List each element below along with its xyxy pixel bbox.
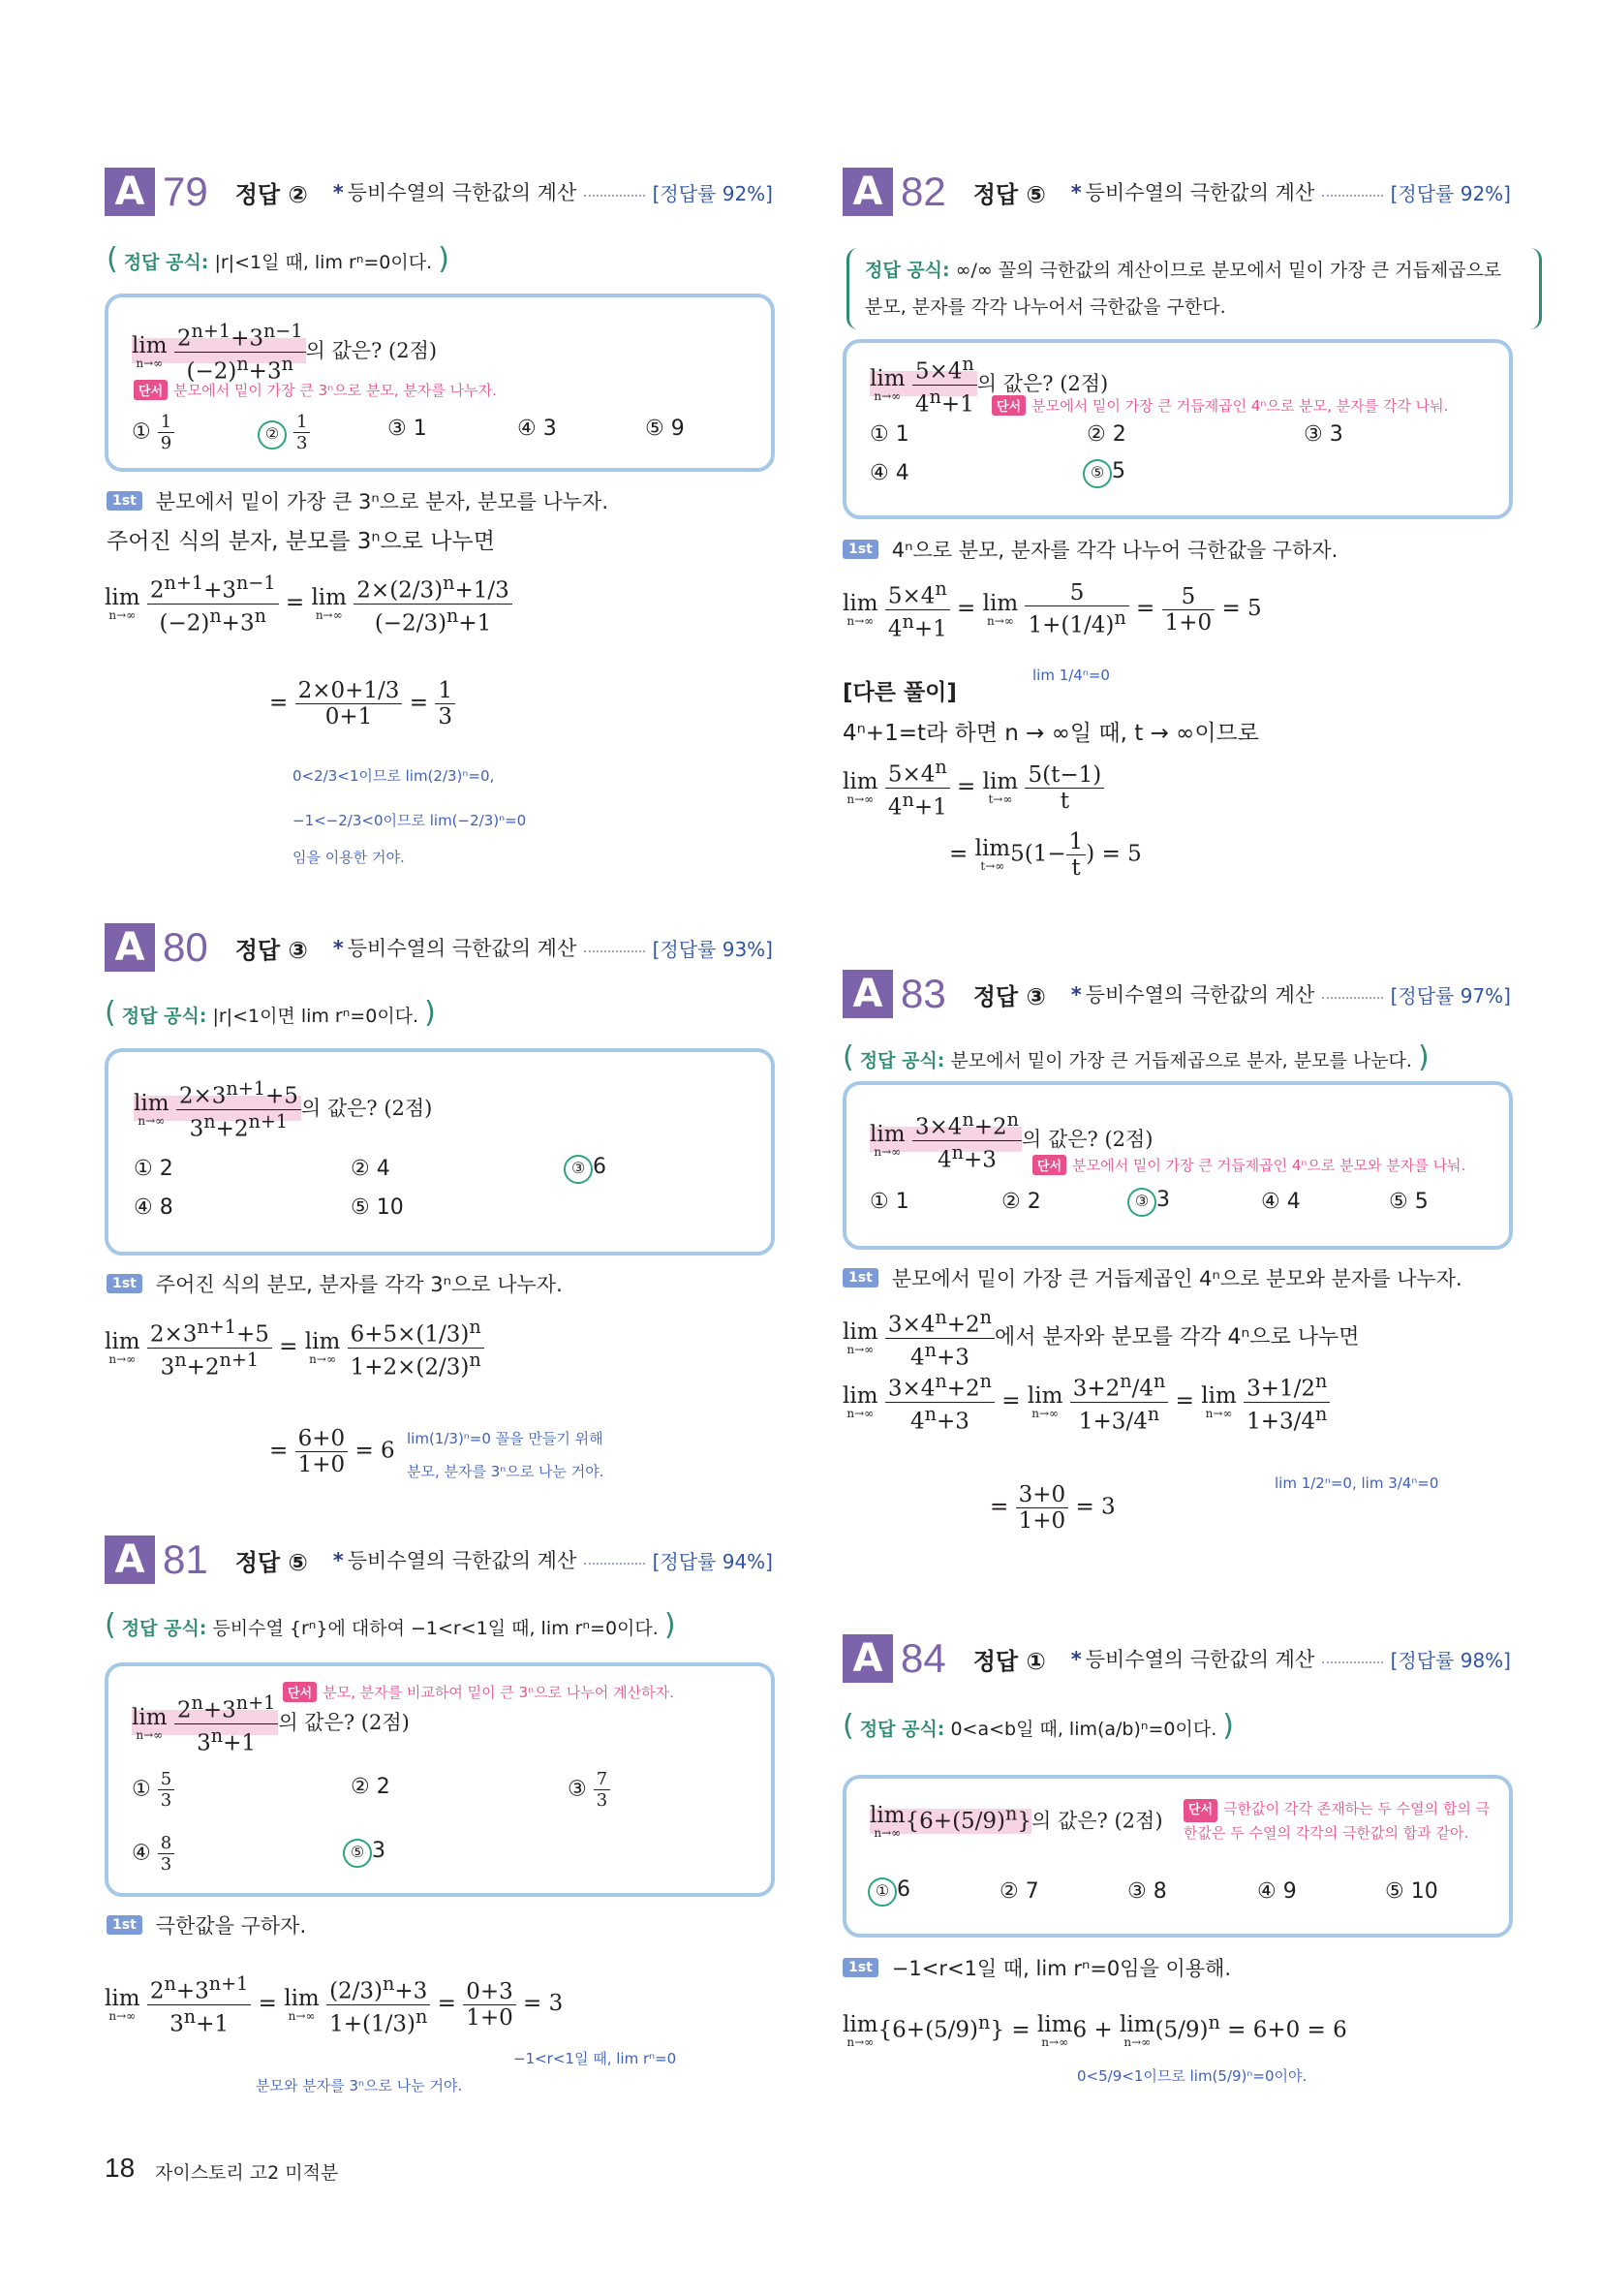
- problem-number: 80: [163, 924, 208, 970]
- option-4[interactable]: ④ 9: [1257, 1879, 1297, 1904]
- a-badge: A: [105, 168, 155, 216]
- note-84-1: 0<5/9<1이므로 lim(5/9)ⁿ=0이야.: [1077, 2067, 1308, 2085]
- dotted-leader: [584, 1562, 644, 1565]
- formula-83: ( 정답 공식: 분모에서 밑이 가장 큰 거듭제곱으로 분자, 분모를 나눈다. ): [843, 1040, 1430, 1074]
- problem-number: 81: [163, 1536, 208, 1582]
- formula-82: 정답 공식: ∞/∞ 꼴의 극한값의 계산이므로 분모에서 밑이 가장 큰 거듭제곱으로 분모, 분자를 각각 나누어서 극한값을 구한다.: [846, 248, 1542, 329]
- correct-rate: [정답률 92%]: [652, 181, 773, 205]
- step-81: 1st 극한값을 구하자.: [107, 1910, 306, 1939]
- topic: * 등비수열의 극한값의 계산: [332, 181, 577, 204]
- check-circle-icon: ⑤: [1083, 459, 1112, 488]
- hint-83: 단서 분모에서 밑이 가장 큰 거듭제곱인 4ⁿ으로 분모와 분자를 나눠.: [1032, 1155, 1465, 1175]
- hint-84: 단서 극한값이 각각 존재하는 두 수열의 합의 극한값은 두 수열의 각각의 극한값의 합과 같아.: [1184, 1800, 1491, 1842]
- option-1[interactable]: ① 1: [870, 422, 909, 447]
- question-expr-81: lim n→∞ $\frac{2^n+3^{n+1}}{3^n+1}$ 의 값은? (2점): [132, 1691, 410, 1756]
- a-badge: A: [105, 923, 155, 972]
- question-expr-83: lim n→∞ $\frac{3\times 4^n+2^n}{4^n+3}$ 의 값은? (2점): [870, 1108, 1154, 1173]
- note-80-1: lim(1/3)ⁿ=0 꼴을 만들기 위해: [407, 1430, 603, 1447]
- a-badge: A: [105, 1536, 155, 1584]
- correct-rate: [정답률 92%]: [1390, 181, 1511, 205]
- solution-80-a: lim n→∞ $\frac{2\times 3^{n+1}+5}{3^n+2^{n+1}}$ = lim n→∞ $\frac{6+5\times(1/3)^n}{1+2\times(2/3)^n}$: [105, 1316, 484, 1380]
- dotted-leader: [1322, 194, 1382, 197]
- alt-line-82: 4ⁿ+1=t라 하면 n → ∞일 때, t → ∞이므로: [843, 721, 1259, 746]
- correct-rate: [정답률 97%]: [1390, 983, 1511, 1008]
- note-79-3: 임을 이용한 거야.: [292, 849, 405, 866]
- answer: 정답 ⑤: [972, 180, 1046, 208]
- a-badge: A: [843, 1634, 893, 1683]
- note-79-2: −1<−2/3<0이므로 lim(−2/3)ⁿ=0: [292, 812, 527, 829]
- correct-rate: [정답률 94%]: [652, 1549, 773, 1573]
- note-82-1: lim 1/4ⁿ=0: [1032, 667, 1110, 684]
- alt-title-82: [다른 풀이]: [843, 680, 957, 705]
- check-circle-icon: ③: [1127, 1188, 1156, 1217]
- option-3[interactable]: ③ 3: [1304, 422, 1343, 447]
- dotted-leader: [584, 194, 644, 197]
- solution-82-a: lim n→∞ $\frac{5\times 4^n}{4^n+1}$ = lim n→∞ $\frac{5}{1+(1/4)^n}$ = $\frac{5}{1+0}$ = 5: [843, 577, 1262, 642]
- note-83-1: lim 1/2ⁿ=0, lim 3/4ⁿ=0: [1275, 1474, 1439, 1492]
- question-expr-84: lim n→∞ $\{6+(5/9)^n\}$의 값은? (2점): [870, 1802, 1163, 1841]
- note-81-2: 분모와 분자를 3ⁿ으로 나눈 거야.: [256, 2077, 463, 2094]
- topic: * 등비수열의 극한값의 계산: [332, 937, 577, 960]
- option-5[interactable]: ⑤ 10: [351, 1195, 404, 1220]
- topic: * 등비수열의 극한값의 계산: [1070, 983, 1315, 1007]
- solution-83-a: lim n→∞ $\frac{3\times 4^n+2^n}{4^n+3}$ 에서 분자와 분모를 각각 4ⁿ으로 나누면: [843, 1306, 1360, 1371]
- question-expr-82: lim n→∞ $\frac{5\times 4^n}{4^n+1}$ 의 값은? (2점): [870, 353, 1109, 418]
- option-5-correct[interactable]: ⑤ 5: [1083, 459, 1125, 488]
- dotted-leader: [1322, 996, 1382, 999]
- option-3[interactable]: ③ $\frac{7}{3}$: [568, 1769, 610, 1811]
- topic: * 등비수열의 극한값의 계산: [1070, 1648, 1315, 1671]
- hint-81: 단서 분모, 분자를 비교하여 밑이 큰 3ⁿ으로 나누어 계산하자.: [283, 1682, 674, 1702]
- solution-79-a: lim n→∞ $\frac{2^{n+1}+3^{n-1}}{(-2)^n+3^n}$ = lim n→∞ $\frac{2\times(2/3)^n+1/3}{(-2/3)^n+1}$: [105, 572, 512, 636]
- problem-79-header: [105, 167, 773, 217]
- dotted-leader: [1322, 1660, 1382, 1663]
- option-5-correct[interactable]: ⑤ 3: [343, 1839, 385, 1868]
- formula-79: ( 정답 공식: |r|<1일 때, lim rⁿ=0이다. ): [107, 242, 449, 276]
- option-3[interactable]: ③ 8: [1127, 1879, 1167, 1904]
- answer: 정답 ③: [972, 982, 1046, 1010]
- solution-82-c: = lim t→∞ 5(1− $\frac{1}{t}$ ) = 5: [949, 829, 1142, 881]
- option-1[interactable]: ① 2: [134, 1157, 173, 1181]
- option-2[interactable]: ② 2: [351, 1775, 390, 1799]
- check-circle-icon: ⑤: [343, 1839, 372, 1868]
- note-79-1: 0<2/3<1이므로 lim(2/3)ⁿ=0,: [292, 767, 495, 785]
- answer: 정답 ①: [972, 1647, 1046, 1675]
- correct-rate: [정답률 98%]: [1390, 1648, 1511, 1672]
- option-2-correct[interactable]: ② $\frac{1}{3}$: [258, 412, 310, 453]
- hint-79: 단서 분모에서 밑이 가장 큰 3ⁿ으로 분모, 분자를 나누자.: [134, 380, 497, 400]
- option-4[interactable]: ④ 3: [517, 417, 557, 441]
- option-1-correct[interactable]: ① 6: [868, 1877, 910, 1907]
- check-circle-icon: ①: [868, 1877, 897, 1907]
- problem-number: 82: [901, 169, 946, 214]
- book-title: 자이스토리 고2 미적분: [155, 2162, 339, 2184]
- option-2[interactable]: ② 7: [1000, 1879, 1039, 1904]
- check-circle-icon: ②: [258, 420, 287, 450]
- solution-80-b: = $\frac{6+0}{1+0}$ = 6: [269, 1426, 395, 1477]
- check-circle-icon: ③: [564, 1155, 593, 1184]
- question-expr-79: lim n→∞ $\frac{2^{n+1}+3^{n-1}}{(-2)^n+3^n}$ 의 값은? (2점): [132, 320, 438, 385]
- step-80: 1st 주어진 식의 분모, 분자를 각각 3ⁿ으로 나누자.: [107, 1269, 563, 1298]
- solution-79-b: = $\frac{2\times 0+1/3}{0+1}$ = $\frac{1}{3}$: [269, 678, 455, 729]
- solution-81: lim n→∞ $\frac{2^n+3^{n+1}}{3^n+1}$ = lim n→∞ $\frac{(2/3)^n+3}{1+(1/3)^n}$ = $\frac{0+3}{1+0}$ = 3: [105, 1972, 564, 2037]
- option-2[interactable]: ② 2: [1001, 1190, 1041, 1214]
- formula-84: ( 정답 공식: 0<a<b일 때, lim(a/b)ⁿ=0이다. ): [843, 1709, 1234, 1743]
- option-5[interactable]: ⑤ 9: [645, 417, 685, 441]
- note-81-1: −1<r<1일 때, lim rⁿ=0: [513, 2050, 677, 2067]
- option-5[interactable]: ⑤ 5: [1389, 1190, 1429, 1214]
- formula-81: ( 정답 공식: 등비수열 {rⁿ}에 대하여 −1<r<1일 때, lim rⁿ=0이다. ): [105, 1608, 676, 1642]
- problem-81-header: [105, 1535, 773, 1585]
- step-82: 1st 4ⁿ으로 분모, 분자를 각각 나누어 극한값을 구하자.: [843, 535, 1338, 564]
- option-1[interactable]: ① 1: [870, 1190, 909, 1214]
- problem-82-header: [843, 167, 1511, 217]
- option-3-correct[interactable]: ③ 3: [1127, 1188, 1170, 1217]
- problem-number: 84: [901, 1635, 946, 1681]
- hint-82: 단서 분모에서 밑이 가장 큰 거듭제곱인 4ⁿ으로 분모, 분자를 각각 나눠.: [992, 395, 1448, 416]
- line-79: 주어진 식의 분자, 분모를 3ⁿ으로 나누면: [107, 529, 495, 554]
- answer: 정답 ⑤: [234, 1548, 308, 1576]
- problem-84-header: [843, 1633, 1511, 1684]
- problem-83-header: [843, 969, 1511, 1019]
- step-84: 1st −1<r<1일 때, lim rⁿ=0임을 이용해.: [843, 1953, 1231, 1982]
- option-2[interactable]: ② 2: [1087, 422, 1126, 447]
- answer: 정답 ③: [234, 936, 308, 964]
- a-badge: A: [843, 168, 893, 216]
- option-3[interactable]: ③ 1: [387, 417, 427, 441]
- option-3-correct[interactable]: ③ 6: [564, 1155, 606, 1184]
- dotted-leader: [584, 949, 644, 952]
- option-5[interactable]: ⑤ 10: [1385, 1879, 1438, 1904]
- topic: * 등비수열의 극한값의 계산: [332, 1549, 577, 1572]
- topic: * 등비수열의 극한값의 계산: [1070, 181, 1315, 204]
- question-expr-80: lim n→∞ $\frac{2\times 3^{n+1}+5}{3^n+2^{n+1}}$ 의 값은? (2점): [134, 1077, 433, 1142]
- option-4[interactable]: ④ 4: [1261, 1190, 1301, 1214]
- solution-82-b: lim n→∞ $\frac{5\times 4^n}{4^n+1}$ = lim t→∞ $\frac{5(t-1)}{t}$: [843, 756, 1104, 820]
- option-1[interactable]: ① $\frac{1}{9}$: [132, 412, 174, 453]
- formula-80: ( 정답 공식: |r|<1이면 lim rⁿ=0이다. ): [105, 996, 436, 1030]
- answer: 정답 ②: [234, 180, 308, 208]
- step-83: 1st 분모에서 밑이 가장 큰 거듭제곱인 4ⁿ으로 분모와 분자를 나누자.: [843, 1263, 1462, 1292]
- problem-number: 79: [163, 169, 208, 214]
- solution-84: lim n→∞ $\{6+(5/9)^n\} = \lim$ n→∞ 6 + lim n→∞ $(5/9)^n = 6+0 = 6$: [843, 2011, 1347, 2050]
- step-79: 1st 분모에서 밑이 가장 큰 3ⁿ으로 분자, 분모를 나누자.: [107, 486, 608, 515]
- page-number: 18: [105, 2153, 136, 2183]
- option-1[interactable]: ① $\frac{5}{3}$: [132, 1769, 174, 1811]
- correct-rate: [정답률 93%]: [652, 937, 773, 961]
- note-80-2: 분모, 분자를 3ⁿ으로 나눈 거야.: [407, 1463, 604, 1480]
- a-badge: A: [843, 970, 893, 1018]
- solution-83-c: = $\frac{3+0}{1+0}$ = 3: [990, 1482, 1116, 1534]
- option-4[interactable]: ④ $\frac{8}{3}$: [132, 1833, 174, 1875]
- option-4[interactable]: ④ 8: [134, 1195, 173, 1220]
- problem-number: 83: [901, 971, 946, 1016]
- problem-80-header: [105, 922, 773, 973]
- option-2[interactable]: ② 4: [351, 1157, 390, 1181]
- option-4[interactable]: ④ 4: [870, 461, 909, 485]
- solution-83-b: lim n→∞ $\frac{3\times 4^n+2^n}{4^n+3}$ = lim n→∞ $\frac{3+2^n/4^n}{1+3/4^n}$ = lim n→∞ $\frac{3+1/2^n}{1+3/4^n}$: [843, 1370, 1330, 1434]
